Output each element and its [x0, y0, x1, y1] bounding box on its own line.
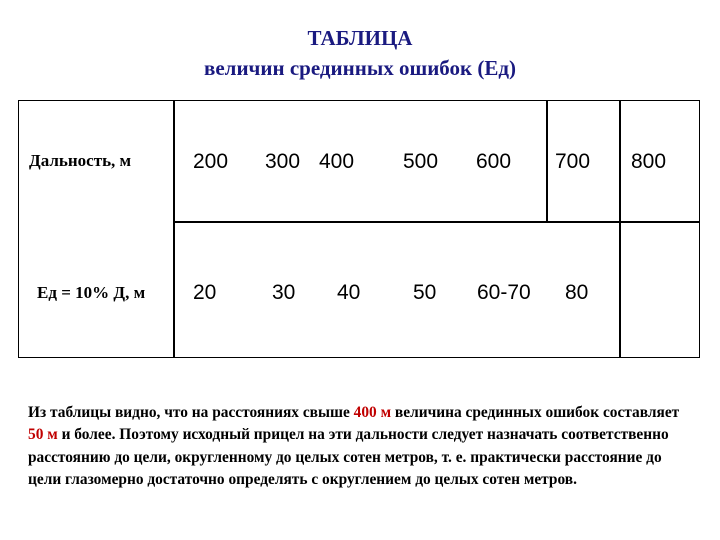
table-title: ТАБЛИЦА: [307, 26, 413, 50]
distance-cell: 300: [265, 150, 301, 173]
error-cell: 80: [565, 281, 589, 304]
explanation-paragraph: [28, 402, 698, 492]
note-text: величина срединных ошибок составляет: [391, 404, 680, 421]
row-label-distance: Дальность, м: [29, 151, 132, 170]
distance-cell: 400: [319, 150, 355, 173]
error-cell: 30: [272, 281, 296, 304]
note-highlight: 50 м: [28, 426, 58, 444]
table-divider: [619, 101, 621, 357]
distance-cell: 200: [193, 150, 229, 173]
error-cell: 20: [193, 281, 217, 304]
error-cell: 50: [413, 281, 437, 304]
table-divider: [546, 101, 548, 221]
table-subtitle: величин срединных ошибок (Ед): [204, 56, 516, 80]
row-label-error: Ед = 10% Д, м: [37, 283, 146, 302]
distance-cell: 700: [555, 150, 591, 173]
distance-cell: 600: [476, 150, 512, 173]
error-cell: 40: [337, 281, 361, 304]
table-divider: [173, 101, 175, 357]
error-table: [18, 100, 700, 358]
note-text: Из таблицы видно, что на расстояниях свыше: [28, 404, 354, 421]
table-row-divider: [173, 221, 699, 223]
distance-cell: 800: [631, 150, 667, 173]
note-text: и более. Поэтому исходный прицел на эти дальности следует назначать соответственно расстоянию до цели, округленному до целых сотен метров, т. е. практически расстояние до цели глазомерно достаточно определять с округлением до целых сотен метров.: [28, 426, 669, 489]
distance-cell: 500: [403, 150, 439, 173]
note-highlight: 400 м: [353, 404, 392, 421]
error-cell: 60-70: [477, 281, 531, 304]
